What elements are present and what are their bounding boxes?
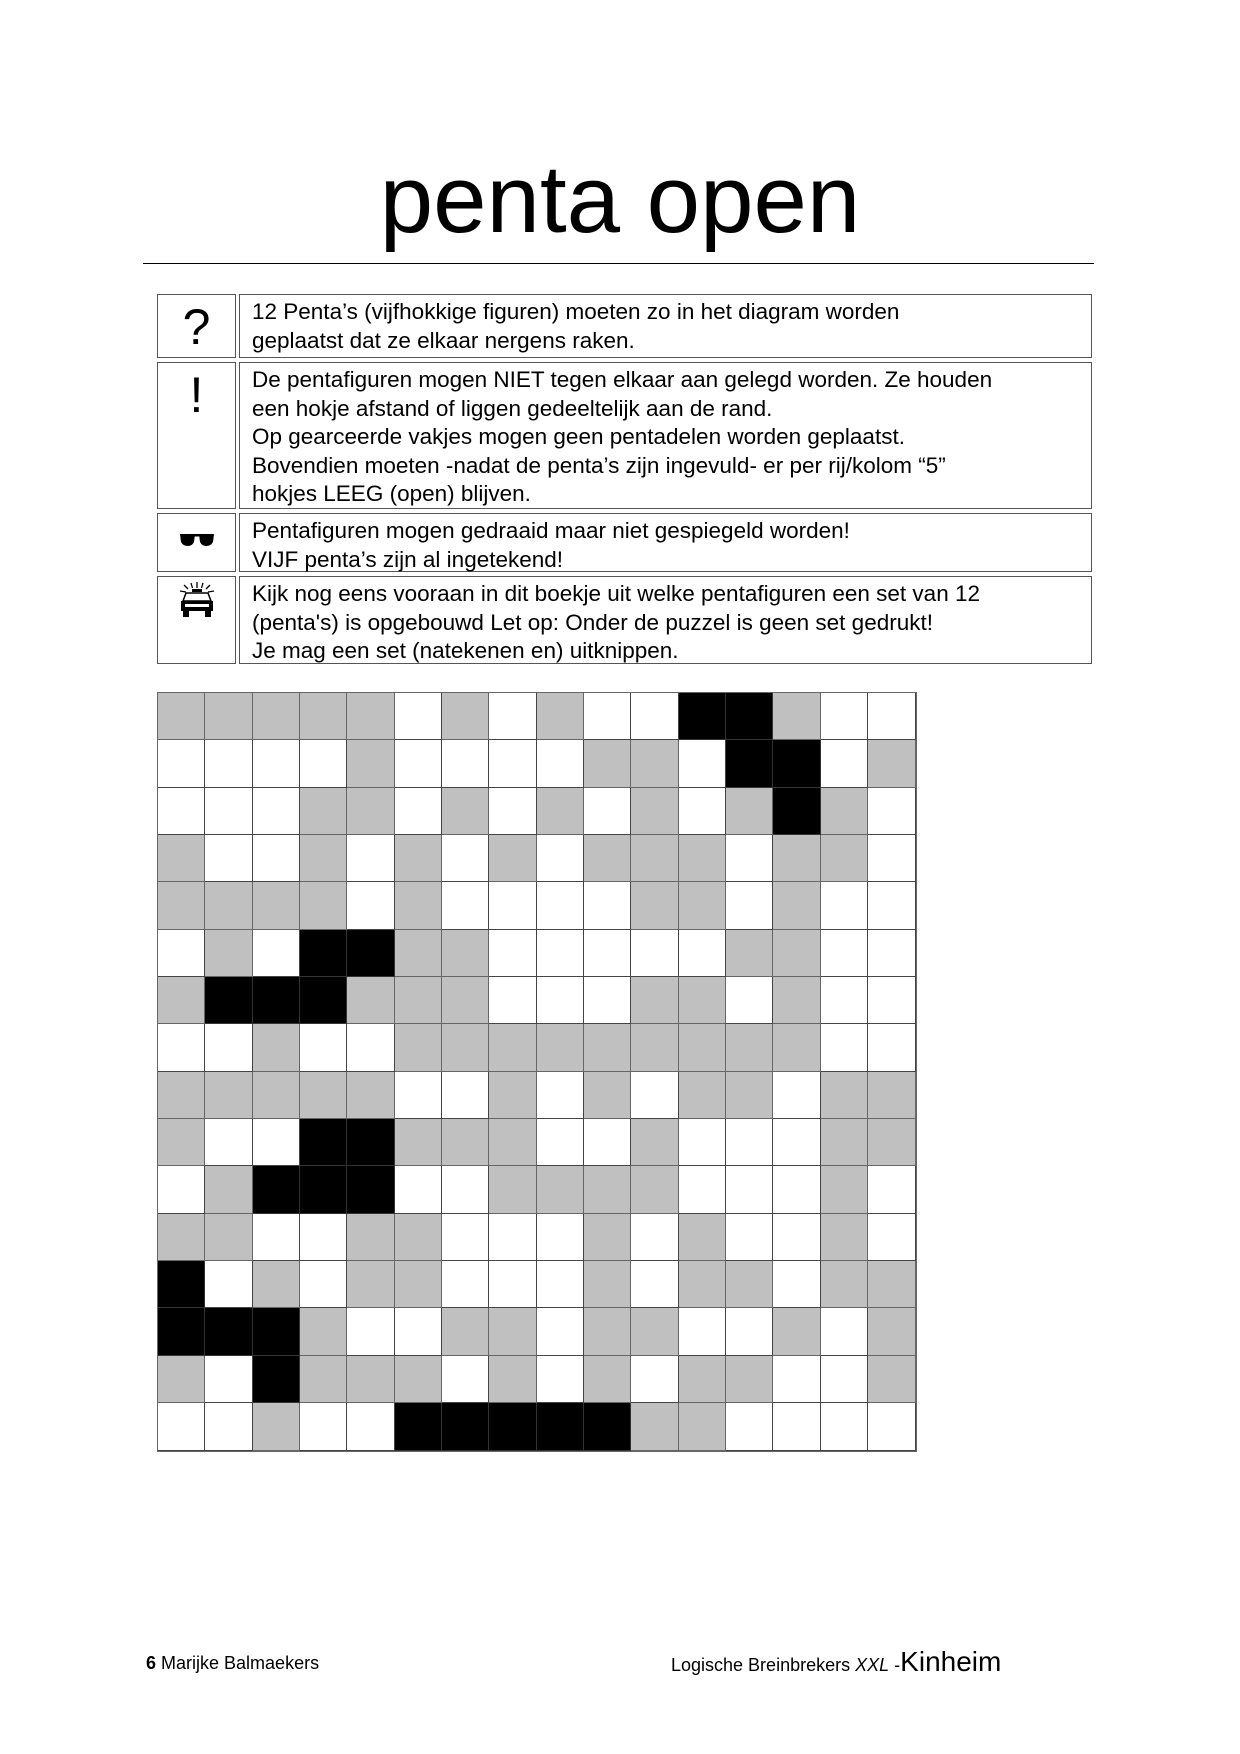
- rule-line: hokjes LEEG (open) blijven.: [252, 481, 531, 506]
- penta-cell: [726, 740, 773, 787]
- footer-book: [671, 1646, 1001, 1678]
- open-cell[interactable]: [726, 1403, 773, 1450]
- penta-cell: [253, 1356, 300, 1403]
- penta-cell: [726, 693, 773, 740]
- shaded-cell: [253, 882, 300, 929]
- open-cell[interactable]: [300, 1214, 347, 1261]
- rule-row-police: [157, 576, 1092, 664]
- shaded-cell: [489, 835, 536, 882]
- shaded-cell: [868, 1072, 915, 1119]
- open-cell[interactable]: [537, 835, 584, 882]
- shaded-cell: [395, 1214, 442, 1261]
- open-cell[interactable]: [537, 977, 584, 1024]
- publisher-name: Kinheim: [900, 1646, 1002, 1677]
- open-cell[interactable]: [300, 1024, 347, 1071]
- open-cell[interactable]: [158, 788, 205, 835]
- shaded-cell: [584, 835, 631, 882]
- open-cell[interactable]: [726, 1166, 773, 1213]
- open-cell[interactable]: [631, 1072, 678, 1119]
- shaded-cell: [631, 977, 678, 1024]
- open-cell[interactable]: [537, 1072, 584, 1119]
- rule-line: De pentafiguren mogen NIET tegen elkaar aan gelegd worden. Ze houden: [252, 367, 993, 392]
- penta-cell: [442, 1403, 489, 1450]
- open-cell[interactable]: [395, 788, 442, 835]
- police-car-icon-svg: [177, 581, 217, 621]
- penta-cell: [584, 1403, 631, 1450]
- shaded-cell: [300, 788, 347, 835]
- footer-separator: -: [894, 1655, 901, 1675]
- shaded-cell: [679, 1024, 726, 1071]
- open-cell[interactable]: [584, 882, 631, 929]
- shaded-cell: [726, 1072, 773, 1119]
- open-cell[interactable]: [679, 788, 726, 835]
- page-title: penta open: [379, 146, 861, 253]
- shaded-cell: [442, 693, 489, 740]
- open-cell[interactable]: [821, 740, 868, 787]
- shaded-cell: [868, 1261, 915, 1308]
- shaded-cell: [631, 835, 678, 882]
- open-cell[interactable]: [205, 1356, 252, 1403]
- open-cell[interactable]: [489, 882, 536, 929]
- open-cell[interactable]: [442, 1166, 489, 1213]
- open-cell[interactable]: [300, 1403, 347, 1450]
- shaded-cell: [489, 1166, 536, 1213]
- open-cell[interactable]: [821, 1356, 868, 1403]
- open-cell[interactable]: [253, 1214, 300, 1261]
- shaded-cell: [205, 882, 252, 929]
- open-cell[interactable]: [584, 977, 631, 1024]
- shaded-cell: [631, 1119, 678, 1166]
- shaded-cell: [821, 835, 868, 882]
- shaded-cell: [868, 1308, 915, 1355]
- rule-line: (penta's) is opgebouwd Let op: Onder de puzzel is geen set gedrukt!: [252, 609, 933, 635]
- shaded-cell: [631, 788, 678, 835]
- shaded-cell: [395, 930, 442, 977]
- shaded-cell: [631, 1308, 678, 1355]
- shaded-cell: [679, 1403, 726, 1450]
- exclamation-mark-icon: [157, 362, 236, 509]
- shaded-cell: [679, 835, 726, 882]
- shaded-cell: [205, 1072, 252, 1119]
- footer-author: [146, 1653, 319, 1674]
- shaded-cell: [158, 835, 205, 882]
- open-cell[interactable]: [584, 930, 631, 977]
- shaded-cell: [395, 1261, 442, 1308]
- penta-cell: [489, 1403, 536, 1450]
- page-number: 6: [146, 1653, 157, 1673]
- open-cell[interactable]: [821, 1403, 868, 1450]
- shaded-cell: [395, 977, 442, 1024]
- penta-cell: [300, 930, 347, 977]
- open-cell[interactable]: [395, 1072, 442, 1119]
- open-cell[interactable]: [537, 930, 584, 977]
- shaded-cell: [300, 835, 347, 882]
- shaded-cell: [442, 930, 489, 977]
- shaded-cell: [158, 1072, 205, 1119]
- open-cell[interactable]: [631, 1214, 678, 1261]
- shaded-cell: [584, 1214, 631, 1261]
- shaded-cell: [821, 1261, 868, 1308]
- open-cell[interactable]: [442, 1214, 489, 1261]
- open-cell[interactable]: [679, 740, 726, 787]
- shaded-cell: [821, 1166, 868, 1213]
- shaded-cell: [347, 693, 394, 740]
- rule-row-sunglasses: [157, 513, 1092, 572]
- shaded-cell: [631, 1024, 678, 1071]
- penta-cell: [253, 1308, 300, 1355]
- open-cell[interactable]: [253, 740, 300, 787]
- penta-cell: [347, 1119, 394, 1166]
- shaded-cell: [205, 1166, 252, 1213]
- open-cell[interactable]: [347, 835, 394, 882]
- penta-cell: [395, 1403, 442, 1450]
- penta-cell: [205, 1308, 252, 1355]
- rule-text: [239, 576, 1092, 664]
- open-cell[interactable]: [726, 882, 773, 929]
- shaded-cell: [631, 740, 678, 787]
- shaded-cell: [679, 1072, 726, 1119]
- rule-text: [239, 513, 1092, 572]
- shaded-cell: [773, 1024, 820, 1071]
- open-cell[interactable]: [821, 882, 868, 929]
- shaded-cell: [726, 1261, 773, 1308]
- open-cell[interactable]: [205, 835, 252, 882]
- shaded-cell: [158, 693, 205, 740]
- rule-line: een hokje afstand of liggen gedeeltelijk aan de rand.: [252, 395, 773, 421]
- shaded-cell: [631, 1166, 678, 1213]
- shaded-cell: [442, 977, 489, 1024]
- rule-line: Kijk nog eens vooraan in dit boekje uit welke pentafiguren een set van 12: [252, 581, 980, 606]
- shaded-cell: [821, 1214, 868, 1261]
- open-cell[interactable]: [205, 1024, 252, 1071]
- shaded-cell: [868, 740, 915, 787]
- open-cell[interactable]: [584, 1119, 631, 1166]
- shaded-cell: [821, 1119, 868, 1166]
- open-cell[interactable]: [821, 1308, 868, 1355]
- shaded-cell: [395, 1119, 442, 1166]
- sunglasses-icon: [157, 513, 236, 572]
- open-cell[interactable]: [868, 882, 915, 929]
- shaded-cell: [205, 1214, 252, 1261]
- shaded-cell: [679, 882, 726, 929]
- shaded-cell: [442, 1308, 489, 1355]
- rule-line: Op gearceerde vakjes mogen geen pentadelen worden geplaatst.: [252, 424, 905, 449]
- open-cell[interactable]: [773, 1072, 820, 1119]
- shaded-cell: [773, 977, 820, 1024]
- shaded-cell: [489, 1308, 536, 1355]
- open-cell[interactable]: [868, 693, 915, 740]
- shaded-cell: [584, 1024, 631, 1071]
- open-cell[interactable]: [537, 1261, 584, 1308]
- open-cell[interactable]: [537, 1308, 584, 1355]
- penta-cell: [300, 1119, 347, 1166]
- open-cell[interactable]: [679, 1308, 726, 1355]
- shaded-cell: [679, 1356, 726, 1403]
- police-car-icon: [157, 576, 236, 664]
- open-cell[interactable]: [537, 1356, 584, 1403]
- open-cell[interactable]: [631, 930, 678, 977]
- rule-line: 12 Penta’s (vijfhokkige figuren) moeten zo in het diagram worden: [252, 299, 900, 324]
- shaded-cell: [442, 788, 489, 835]
- shaded-cell: [347, 1261, 394, 1308]
- shaded-cell: [253, 1261, 300, 1308]
- shaded-cell: [773, 835, 820, 882]
- open-cell[interactable]: [679, 930, 726, 977]
- open-cell[interactable]: [442, 1072, 489, 1119]
- shaded-cell: [584, 1308, 631, 1355]
- open-cell[interactable]: [868, 977, 915, 1024]
- rule-line: geplaatst dat ze elkaar nergens raken.: [252, 327, 635, 353]
- shaded-cell: [584, 1072, 631, 1119]
- title-divider: [143, 263, 1094, 264]
- shaded-cell: [537, 1166, 584, 1213]
- shaded-cell: [158, 882, 205, 929]
- shaded-cell: [821, 788, 868, 835]
- open-cell[interactable]: [726, 835, 773, 882]
- open-cell[interactable]: [300, 740, 347, 787]
- open-cell[interactable]: [205, 740, 252, 787]
- shaded-cell: [253, 1072, 300, 1119]
- shaded-cell: [347, 1214, 394, 1261]
- shaded-cell: [726, 930, 773, 977]
- open-cell[interactable]: [679, 1119, 726, 1166]
- open-cell[interactable]: [821, 930, 868, 977]
- open-cell[interactable]: [726, 1308, 773, 1355]
- question-mark-icon: [157, 294, 236, 358]
- open-cell[interactable]: [300, 1261, 347, 1308]
- open-cell[interactable]: [537, 740, 584, 787]
- penta-cell: [773, 788, 820, 835]
- open-cell[interactable]: [158, 1403, 205, 1450]
- open-cell[interactable]: [821, 977, 868, 1024]
- open-cell[interactable]: [442, 882, 489, 929]
- shaded-cell: [300, 882, 347, 929]
- shaded-cell: [584, 1166, 631, 1213]
- open-cell[interactable]: [868, 1403, 915, 1450]
- rule-line: Bovendien moeten -nadat de penta’s zijn ingevuld- er per rij/kolom “5”: [252, 452, 946, 478]
- shaded-cell: [489, 1356, 536, 1403]
- open-cell[interactable]: [726, 1214, 773, 1261]
- rule-text: [239, 362, 1092, 509]
- open-cell[interactable]: [205, 1403, 252, 1450]
- open-cell[interactable]: [395, 740, 442, 787]
- open-cell[interactable]: [347, 1403, 394, 1450]
- open-cell[interactable]: [489, 693, 536, 740]
- open-cell[interactable]: [537, 1119, 584, 1166]
- exclamation-mark-glyph: !: [189, 367, 204, 423]
- shaded-cell: [726, 788, 773, 835]
- open-cell[interactable]: [584, 788, 631, 835]
- shaded-cell: [821, 1072, 868, 1119]
- open-cell[interactable]: [868, 930, 915, 977]
- open-cell[interactable]: [158, 1024, 205, 1071]
- shaded-cell: [773, 930, 820, 977]
- open-cell[interactable]: [395, 693, 442, 740]
- open-cell[interactable]: [821, 1024, 868, 1071]
- rule-line: VIJF penta’s zijn al ingetekend!: [252, 546, 564, 572]
- open-cell[interactable]: [158, 930, 205, 977]
- open-cell[interactable]: [679, 1166, 726, 1213]
- shaded-cell: [584, 740, 631, 787]
- shaded-cell: [726, 1024, 773, 1071]
- shaded-cell: [395, 882, 442, 929]
- penta-cell: [300, 1166, 347, 1213]
- open-cell[interactable]: [158, 740, 205, 787]
- rule-line: Je mag een set (natekenen en) uitknippen.: [252, 638, 679, 663]
- shaded-cell: [395, 1356, 442, 1403]
- open-cell[interactable]: [489, 1261, 536, 1308]
- penta-cell: [347, 930, 394, 977]
- open-cell[interactable]: [489, 788, 536, 835]
- open-cell[interactable]: [205, 1119, 252, 1166]
- shaded-cell: [300, 1072, 347, 1119]
- open-cell[interactable]: [395, 1308, 442, 1355]
- open-cell[interactable]: [631, 1356, 678, 1403]
- shaded-cell: [584, 1356, 631, 1403]
- shaded-cell: [489, 1024, 536, 1071]
- penta-cell: [773, 740, 820, 787]
- shaded-cell: [868, 1119, 915, 1166]
- shaded-cell: [442, 1024, 489, 1071]
- penta-cell: [158, 1308, 205, 1355]
- penta-cell: [205, 977, 252, 1024]
- shaded-cell: [205, 693, 252, 740]
- penta-cell: [679, 693, 726, 740]
- shaded-cell: [726, 1356, 773, 1403]
- penta-cell: [253, 1166, 300, 1213]
- open-cell[interactable]: [821, 693, 868, 740]
- open-cell[interactable]: [253, 930, 300, 977]
- open-cell[interactable]: [442, 1356, 489, 1403]
- rule-row-exclamation: [157, 362, 1092, 509]
- open-cell[interactable]: [631, 1261, 678, 1308]
- rule-text: [239, 294, 1092, 358]
- open-cell[interactable]: [537, 1214, 584, 1261]
- shaded-cell: [442, 1119, 489, 1166]
- open-cell[interactable]: [726, 977, 773, 1024]
- open-cell[interactable]: [347, 1308, 394, 1355]
- open-cell[interactable]: [253, 835, 300, 882]
- shaded-cell: [868, 1356, 915, 1403]
- shaded-cell: [537, 1024, 584, 1071]
- open-cell[interactable]: [489, 740, 536, 787]
- penta-cell: [537, 1403, 584, 1450]
- open-cell[interactable]: [868, 1024, 915, 1071]
- shaded-cell: [300, 1356, 347, 1403]
- open-cell[interactable]: [773, 1356, 820, 1403]
- question-mark-glyph: ?: [182, 299, 211, 355]
- shaded-cell: [347, 740, 394, 787]
- sunglasses-icon-svg: [179, 532, 215, 548]
- shaded-cell: [773, 882, 820, 929]
- open-cell[interactable]: [773, 1166, 820, 1213]
- open-cell[interactable]: [158, 1166, 205, 1213]
- open-cell[interactable]: [868, 835, 915, 882]
- rule-line: Pentafiguren mogen gedraaid maar niet gespiegeld worden!: [252, 518, 850, 543]
- shaded-cell: [347, 977, 394, 1024]
- penta-cell: [347, 1166, 394, 1213]
- shaded-cell: [395, 835, 442, 882]
- shaded-cell: [679, 977, 726, 1024]
- shaded-cell: [395, 1024, 442, 1071]
- shaded-cell: [158, 1119, 205, 1166]
- shaded-cell: [679, 1261, 726, 1308]
- open-cell[interactable]: [442, 1261, 489, 1308]
- shaded-cell: [253, 1024, 300, 1071]
- open-cell[interactable]: [489, 930, 536, 977]
- shaded-cell: [584, 1261, 631, 1308]
- shaded-cell: [773, 1308, 820, 1355]
- shaded-cell: [347, 788, 394, 835]
- shaded-cell: [253, 1403, 300, 1450]
- shaded-cell: [773, 693, 820, 740]
- penta-cell: [253, 977, 300, 1024]
- open-cell[interactable]: [631, 693, 678, 740]
- open-cell[interactable]: [253, 1119, 300, 1166]
- shaded-cell: [205, 930, 252, 977]
- open-cell[interactable]: [489, 977, 536, 1024]
- penta-cell: [158, 1261, 205, 1308]
- shaded-cell: [347, 1072, 394, 1119]
- open-cell[interactable]: [868, 1166, 915, 1213]
- open-cell[interactable]: [442, 835, 489, 882]
- shaded-cell: [300, 693, 347, 740]
- open-cell[interactable]: [489, 1214, 536, 1261]
- shaded-cell: [489, 1119, 536, 1166]
- shaded-cell: [679, 1214, 726, 1261]
- shaded-cell: [631, 882, 678, 929]
- open-cell[interactable]: [773, 1119, 820, 1166]
- open-cell[interactable]: [347, 1024, 394, 1071]
- open-cell[interactable]: [773, 1214, 820, 1261]
- shaded-cell: [300, 1308, 347, 1355]
- shaded-cell: [158, 1214, 205, 1261]
- open-cell[interactable]: [253, 788, 300, 835]
- open-cell[interactable]: [347, 882, 394, 929]
- rules-table: [157, 294, 1092, 668]
- shaded-cell: [489, 1072, 536, 1119]
- shaded-cell: [158, 1356, 205, 1403]
- penta-cell: [300, 977, 347, 1024]
- shaded-cell: [347, 1356, 394, 1403]
- open-cell[interactable]: [205, 788, 252, 835]
- shaded-cell: [537, 788, 584, 835]
- open-cell[interactable]: [868, 788, 915, 835]
- open-cell[interactable]: [205, 1261, 252, 1308]
- author-name: Marijke Balmaekers: [161, 1653, 320, 1673]
- open-cell[interactable]: [442, 740, 489, 787]
- shaded-cell: [631, 1403, 678, 1450]
- rule-row-question: [157, 294, 1092, 358]
- book-suffix: XXL: [855, 1655, 890, 1675]
- open-cell[interactable]: [537, 882, 584, 929]
- shaded-cell: [253, 693, 300, 740]
- open-cell[interactable]: [395, 1166, 442, 1213]
- book-title: Logische Breinbrekers: [671, 1655, 851, 1675]
- shaded-cell: [158, 977, 205, 1024]
- open-cell[interactable]: [726, 1119, 773, 1166]
- puzzle-grid: [157, 692, 917, 1452]
- open-cell[interactable]: [868, 1214, 915, 1261]
- open-cell[interactable]: [773, 1403, 820, 1450]
- open-cell[interactable]: [584, 693, 631, 740]
- shaded-cell: [537, 693, 584, 740]
- open-cell[interactable]: [773, 1261, 820, 1308]
